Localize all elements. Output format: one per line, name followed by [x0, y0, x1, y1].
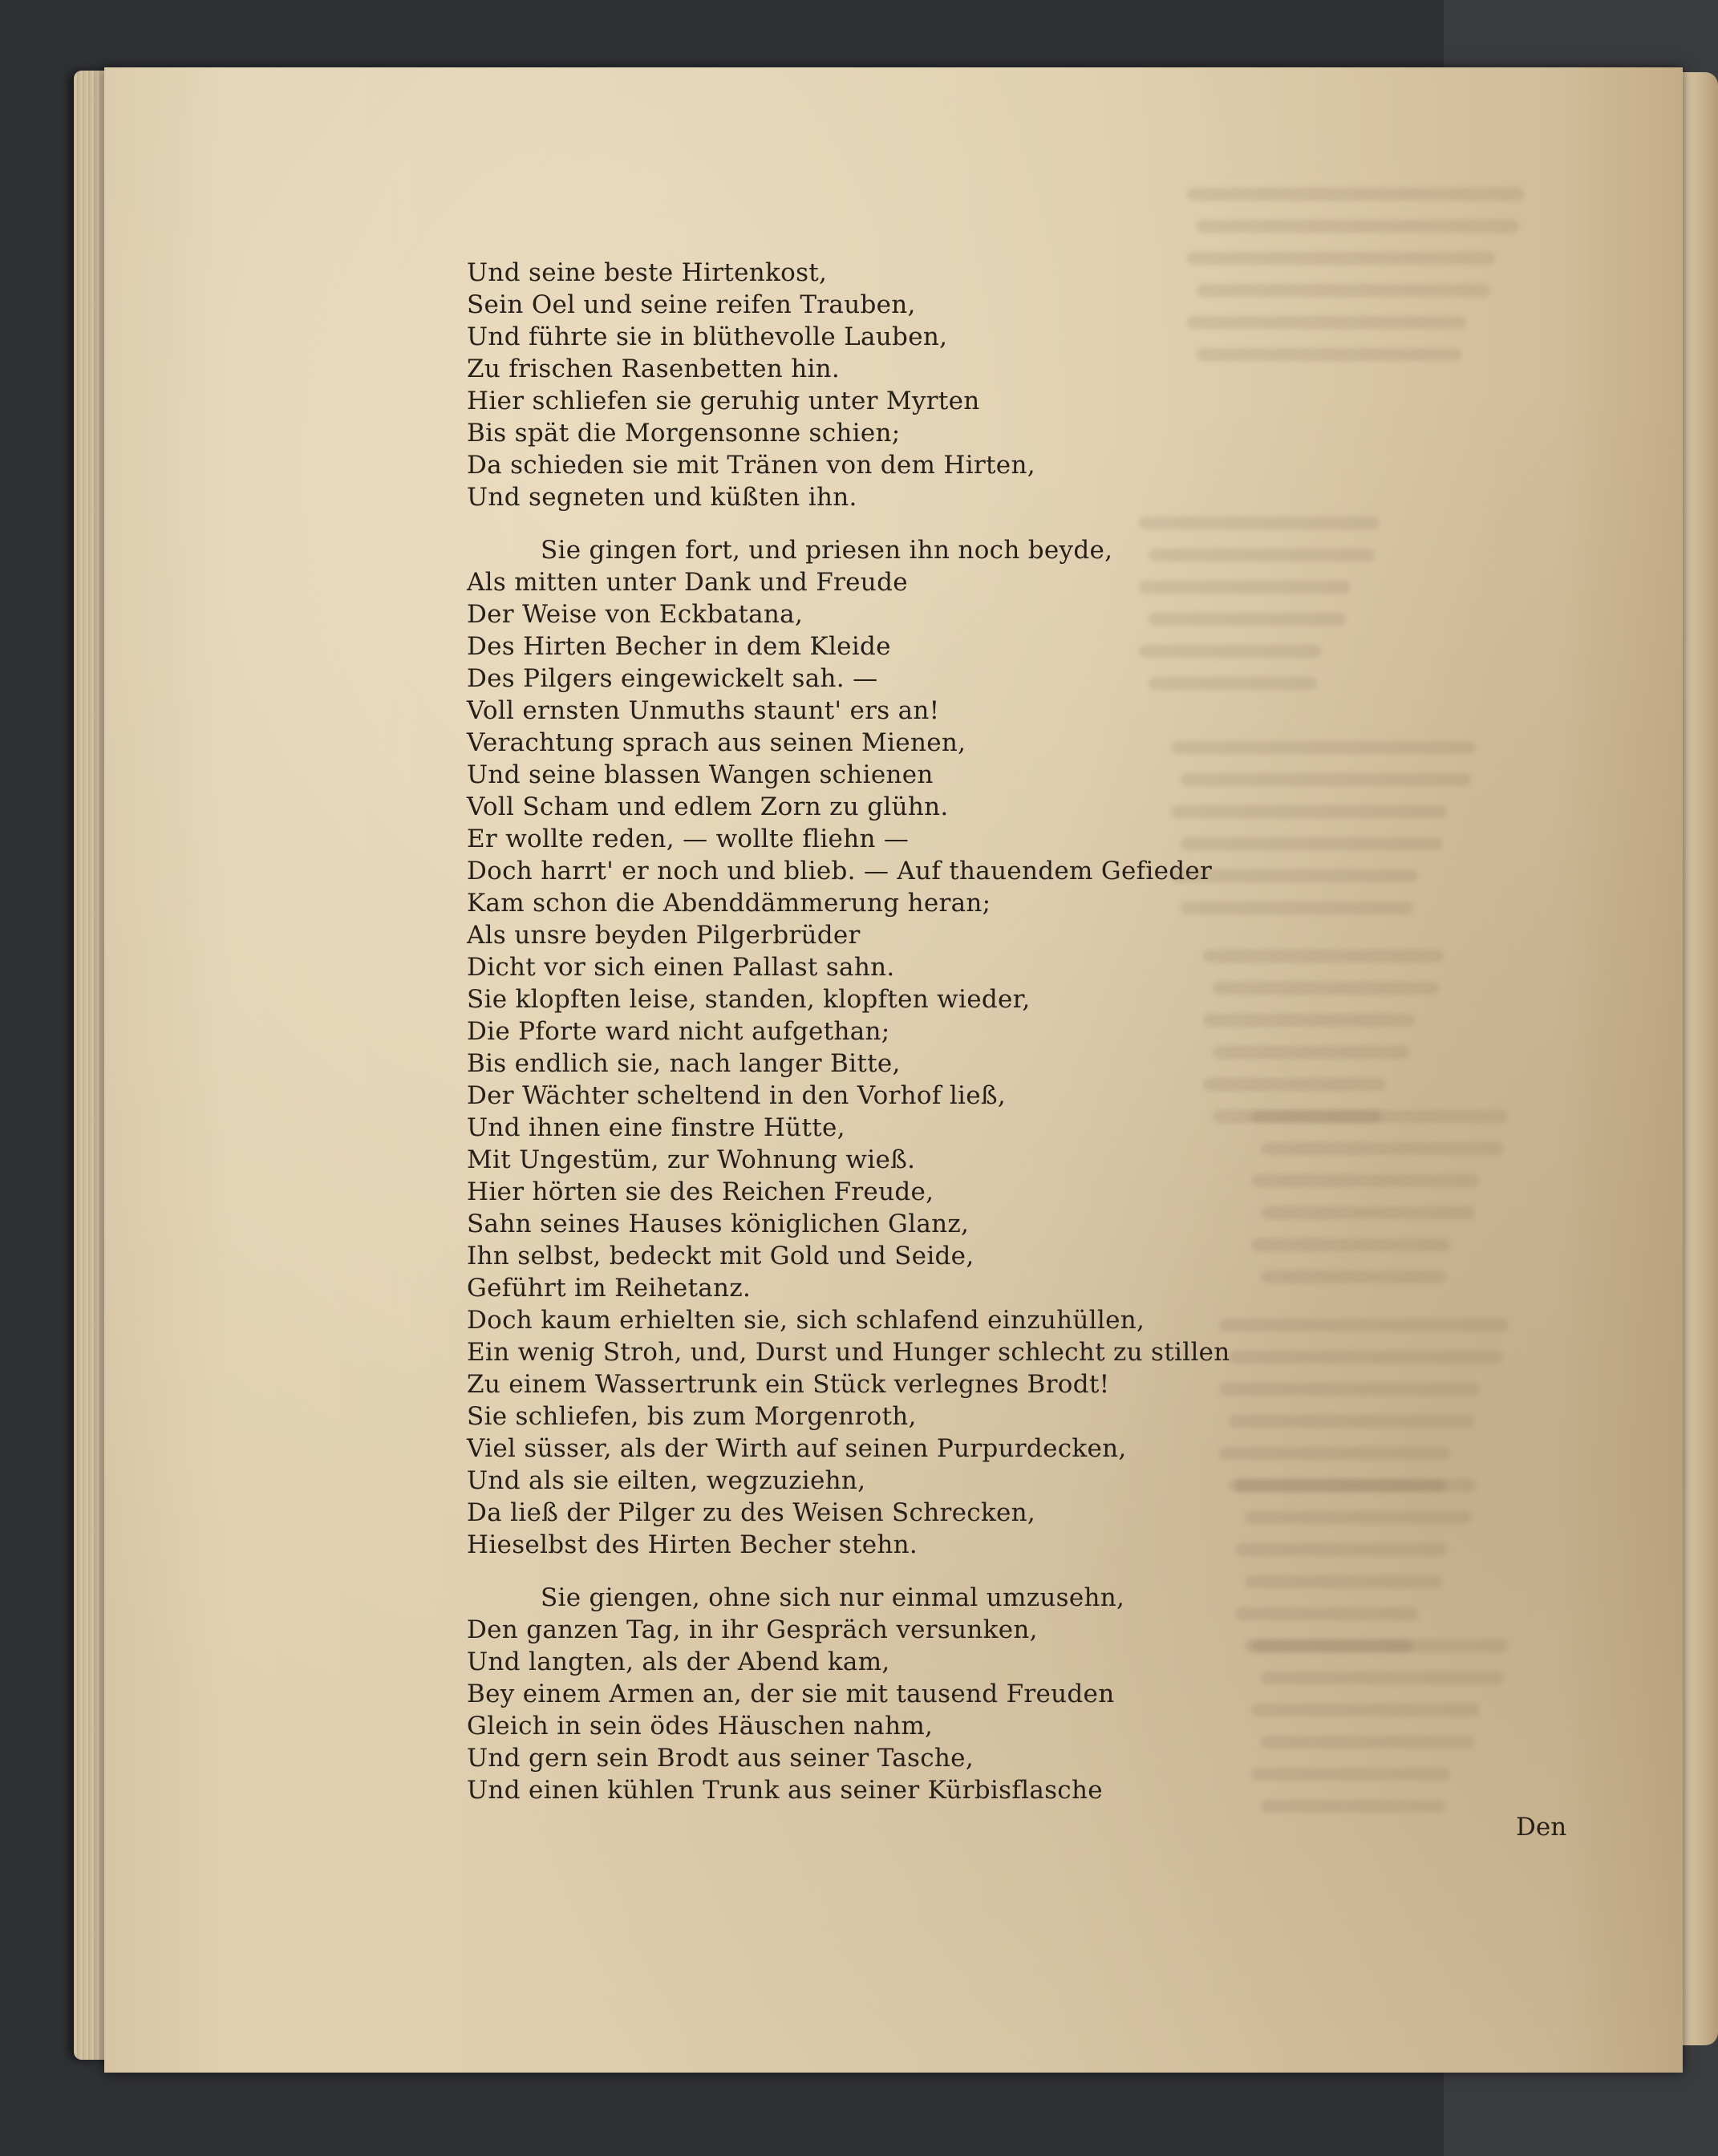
poem-line: Als unsre beyden Pilgerbrüder — [467, 921, 861, 950]
poem-line: Und seine beste Hirtenkost, — [467, 258, 828, 287]
poem-line: Mit Ungestüm, zur Wohnung wieß. — [467, 1145, 916, 1174]
poem-line: Hieselbst des Hirten Becher stehn. — [467, 1530, 918, 1559]
poem-line: Ihn selbst, bedeckt mit Gold und Seide, — [467, 1242, 974, 1270]
poem-line: Bey einem Armen an, der sie mit tausend Freuden — [467, 1680, 1115, 1708]
poem-line: Und ihnen eine finstre Hütte, — [467, 1113, 845, 1142]
poem-line: Sie schliefen, bis zum Morgenroth, — [467, 1402, 917, 1431]
poem-line: Voll ernsten Unmuths staunt' ers an! — [467, 696, 940, 725]
bleed-through-line — [1187, 188, 1524, 201]
poem-line: Voll Scham und edlem Zorn zu glühn. — [467, 792, 949, 821]
poem-line: Doch kaum erhielten sie, sich schlafend einzuhüllen, — [467, 1306, 1145, 1335]
book-page — [104, 67, 1683, 2073]
poem-line: Bis endlich sie, nach langer Bitte, — [467, 1049, 901, 1078]
poem-line: Verachtung sprach aus seinen Mienen, — [467, 728, 966, 757]
stanza-3 — [467, 1582, 1413, 1806]
poem-line: Und führte sie in blüthevolle Lauben, — [467, 322, 948, 351]
poem-line: Sie klopften leise, standen, klopften wieder, — [467, 985, 1031, 1014]
poem-line: Und seine blassen Wangen schienen — [467, 760, 934, 789]
poem-line: Sie gingen fort, und priesen ihn noch beyde, — [541, 536, 1113, 565]
poem-line: Viel süsser, als der Wirth auf seinen Purpurdecken, — [467, 1434, 1127, 1463]
poem-line: Hier schliefen sie geruhig unter Myrten — [467, 387, 980, 415]
poem-line: Bis spät die Morgensonne schien; — [467, 419, 901, 448]
poem-line: Hier hörten sie des Reichen Freude, — [467, 1177, 934, 1206]
poem-line: Ein wenig Stroh, und, Durst und Hunger schlecht zu stillen — [467, 1338, 1230, 1367]
poem-line: Der Wächter scheltend in den Vorhof ließ, — [467, 1081, 1007, 1110]
stanza-1 — [467, 257, 1413, 513]
poem-line: Kam schon die Abenddämmerung heran; — [467, 889, 991, 918]
bleed-through-line — [1197, 220, 1519, 233]
poem-line: Des Hirten Becher in dem Kleide — [467, 632, 891, 661]
poem-line: Des Pilgers eingewickelt sah. — — [467, 664, 878, 693]
poem-line: Er wollte reden, — wollte fliehn — — [467, 825, 910, 853]
poem-line: Sie giengen, ohne sich nur einmal umzusehn, — [541, 1583, 1125, 1612]
poem-line: Und einen kühlen Trunk aus seiner Kürbisflasche — [467, 1776, 1103, 1805]
poem-line: Die Pforte ward nicht aufgethan; — [467, 1017, 890, 1046]
poem-line: Der Weise von Eckbatana, — [467, 600, 804, 629]
poem-line: Da schieden sie mit Tränen von dem Hirten, — [467, 451, 1035, 480]
poem-line: Doch harrt' er noch und blieb. — Auf thauendem Gefieder — [467, 857, 1213, 886]
poem-line: Den ganzen Tag, in ihr Gespräch versunken, — [467, 1615, 1038, 1644]
poem-line: Geführt im Reihetanz. — [467, 1274, 752, 1303]
poem-line: Da ließ der Pilger zu des Weisen Schrecken, — [467, 1498, 1036, 1527]
poem-line: Und gern sein Brodt aus seiner Tasche, — [467, 1744, 974, 1773]
poem-line: Sahn seines Hauses königlichen Glanz, — [467, 1210, 970, 1238]
poem-line: Dicht vor sich einen Pallast sahn. — [467, 953, 895, 982]
poem-line: Sein Oel und seine reifen Trauben, — [467, 290, 916, 319]
poem-line: Gleich in sein ödes Häuschen nahm, — [467, 1712, 934, 1741]
poem-line: Und segneten und küßten ihn. — [467, 483, 857, 512]
stanza-2 — [467, 534, 1413, 1561]
poem-line: Zu einem Wassertrunk ein Stück verlegnes Brodt! — [467, 1370, 1110, 1399]
poem-line: Als mitten unter Dank und Freude — [467, 568, 908, 597]
catchword: Den — [1516, 1813, 1567, 1842]
poem-text — [467, 257, 1413, 1806]
poem-line: Und langten, als der Abend kam, — [467, 1647, 890, 1676]
poem-line: Und als sie eilten, wegzuziehn, — [467, 1466, 866, 1495]
poem-line: Zu frischen Rasenbetten hin. — [467, 355, 841, 383]
